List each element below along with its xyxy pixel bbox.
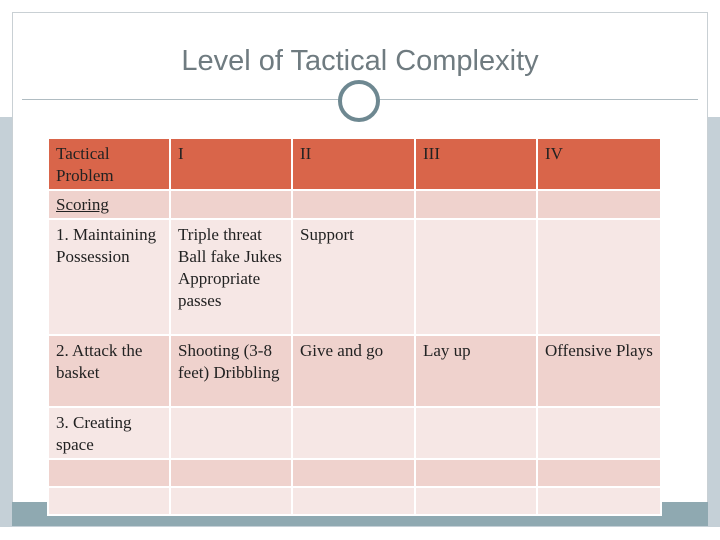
table-cell: [415, 459, 537, 487]
tactical-complexity-table: [47, 137, 662, 516]
table-cell: [292, 459, 415, 487]
table-cell: Give and go: [292, 335, 415, 407]
table-cell: [170, 190, 292, 219]
table-cell: 2. Attack the basket: [48, 335, 170, 407]
table-cell: Lay up: [415, 335, 537, 407]
table-cell: [415, 190, 537, 219]
table-cell: [537, 487, 661, 515]
table-header-row: [48, 138, 661, 190]
table-cell: [170, 459, 292, 487]
table-cell: [537, 190, 661, 219]
slide-title: Level of Tactical Complexity: [181, 45, 539, 77]
table-cell: [292, 190, 415, 219]
table-cell: [48, 487, 170, 515]
table-cell: [415, 219, 537, 335]
table-cell: [537, 459, 661, 487]
table-cell: [537, 219, 661, 335]
table-row: [48, 335, 661, 407]
table-cell: [292, 407, 415, 459]
table-cell: [48, 459, 170, 487]
table-row: [48, 190, 661, 219]
header-cell: Tactical Problem: [48, 138, 170, 190]
header-cell: I: [170, 138, 292, 190]
table-row: [48, 487, 661, 515]
table-cell: Shooting (3-8 feet) Dribbling: [170, 335, 292, 407]
table-cell: Scoring: [48, 190, 170, 219]
table-cell: Support: [292, 219, 415, 335]
table-cell: [292, 487, 415, 515]
table-cell: [170, 487, 292, 515]
header-cell: III: [415, 138, 537, 190]
title-circle-ornament: [338, 80, 380, 122]
table-cell: [170, 407, 292, 459]
header-cell: IV: [537, 138, 661, 190]
table-cell: 1. Maintaining Possession: [48, 219, 170, 335]
table-row: [48, 219, 661, 335]
table-row: [48, 459, 661, 487]
header-cell: II: [292, 138, 415, 190]
table-cell: [537, 407, 661, 459]
table-cell: [415, 407, 537, 459]
table-cell: Triple threat Ball fake Jukes Appropriate passes: [170, 219, 292, 335]
table-row: [48, 407, 661, 459]
table-cell: Offensive Plays: [537, 335, 661, 407]
table-cell: 3. Creating space: [48, 407, 170, 459]
table-cell: [415, 487, 537, 515]
